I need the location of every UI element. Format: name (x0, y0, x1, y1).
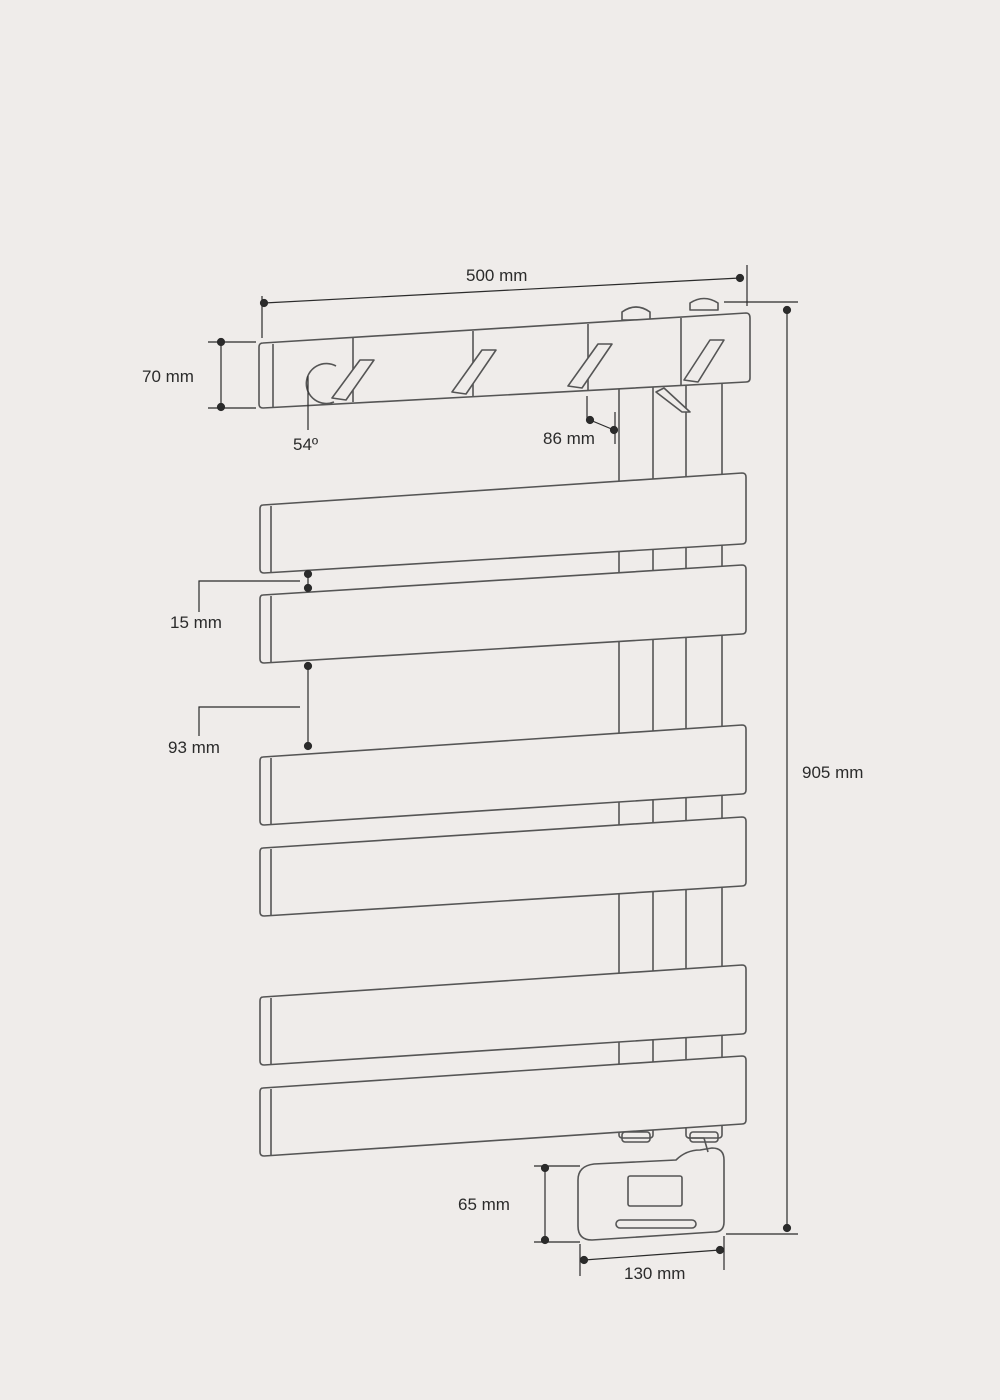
towel-bar-1 (260, 473, 746, 573)
towel-bar-6 (260, 1056, 746, 1156)
dimension-dot (305, 571, 312, 578)
towel-bar-4 (260, 817, 746, 916)
towel-bars (260, 473, 746, 1156)
overall-height-label: 905 mm (802, 763, 864, 782)
gap-large-leader (199, 707, 300, 736)
dimension-dot (581, 1257, 588, 1264)
towel-bar-3 (260, 725, 746, 825)
overall-width-label: 500 mm (466, 266, 528, 285)
dimension-dot (218, 339, 225, 346)
hook-angle-label: 54º (293, 435, 319, 454)
dimension-dot (784, 307, 791, 314)
dimension-dot (218, 404, 225, 411)
dimension-dot (717, 1247, 724, 1254)
rail-height-label: 70 mm (142, 367, 194, 386)
dimension-dot (542, 1237, 549, 1244)
tube-cap-top-left (622, 307, 650, 320)
dimension-dot (542, 1165, 549, 1172)
dimension-dot (305, 663, 312, 670)
hook-rail-body (259, 313, 750, 408)
top-hook-rail (259, 313, 750, 412)
towel-bar-5 (260, 965, 746, 1065)
box-width-dimension-line (584, 1250, 720, 1260)
dimension-dot (305, 743, 312, 750)
control-box-width-label: 130 mm (624, 1264, 686, 1283)
tube-cap-bottom-left (622, 1132, 650, 1142)
dimension-dot (611, 427, 618, 434)
control-box-height-label: 65 mm (458, 1195, 510, 1214)
dimension-dot (261, 300, 268, 307)
dimension-dot (784, 1225, 791, 1232)
tube-cap-top-right (690, 299, 718, 311)
control-box (578, 1138, 724, 1240)
bar-gap-small-label: 15 mm (170, 613, 222, 632)
hook-underside (656, 388, 690, 412)
bar-gap-large-label: 93 mm (168, 738, 220, 757)
dimension-dot (305, 585, 312, 592)
dimension-dot (737, 275, 744, 282)
towel-bar-2 (260, 565, 746, 663)
dimension-dot (587, 417, 594, 424)
control-box-body (578, 1148, 724, 1240)
hook-depth-label: 86 mm (543, 429, 595, 448)
